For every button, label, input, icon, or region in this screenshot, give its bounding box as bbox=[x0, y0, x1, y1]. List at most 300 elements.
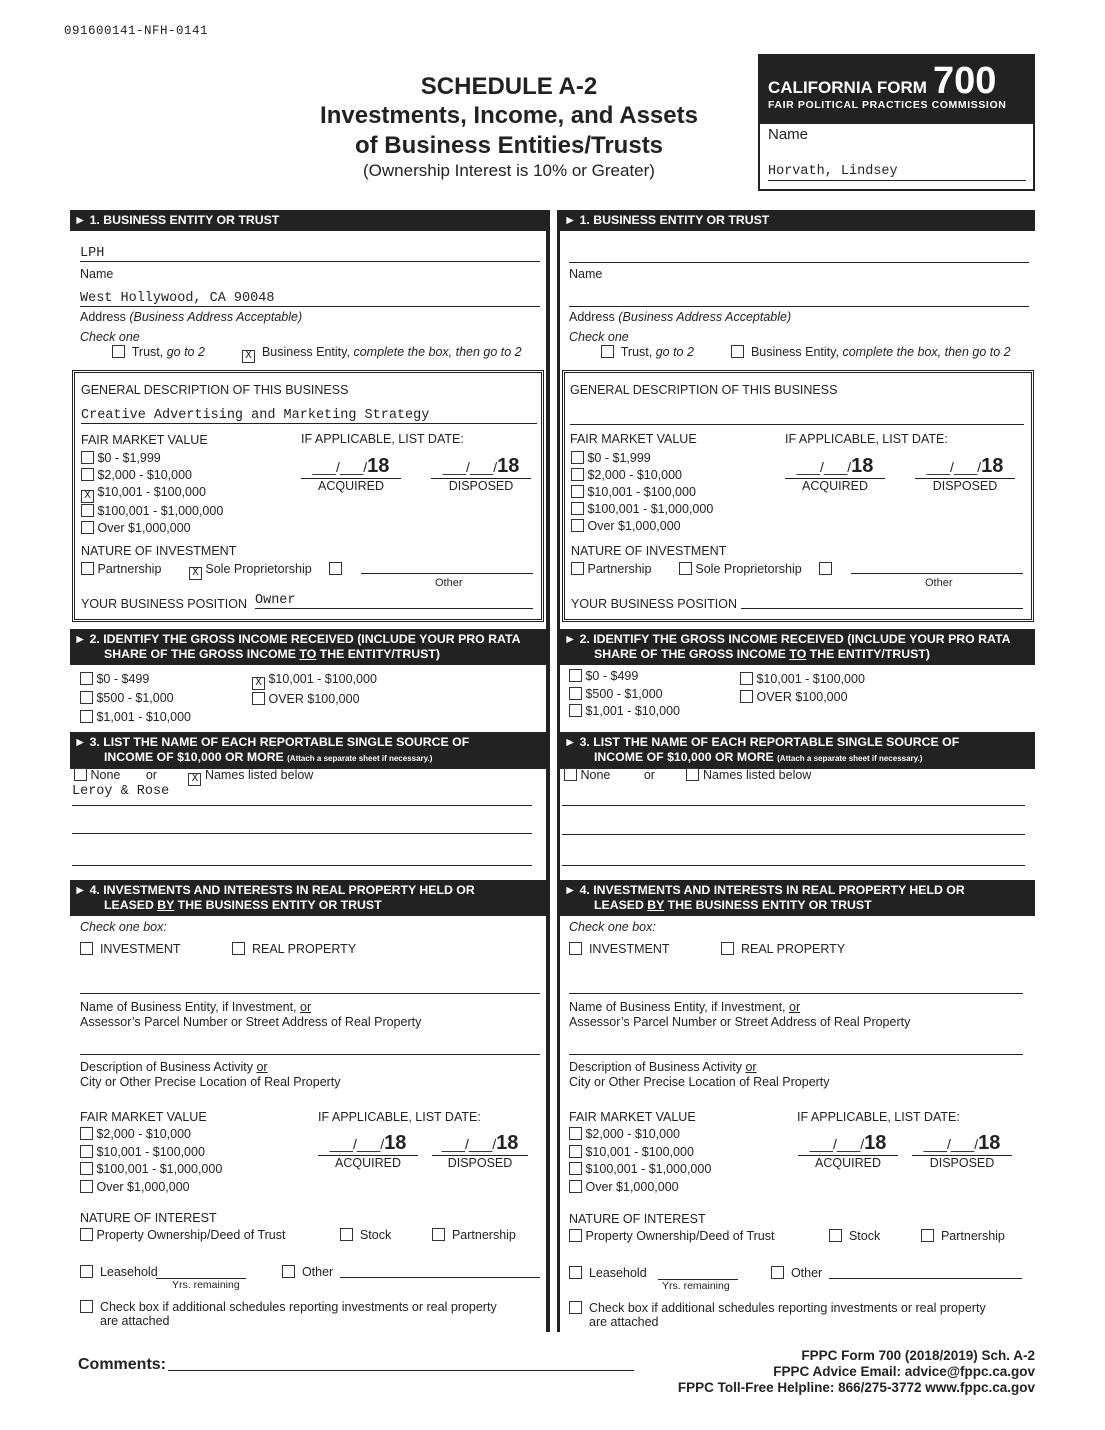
check-one-label: Check one bbox=[569, 330, 629, 344]
fmv4-checkbox[interactable] bbox=[569, 1145, 582, 1158]
fmv-checkbox[interactable]: X bbox=[81, 490, 94, 503]
fmv4-checkbox[interactable] bbox=[80, 1180, 93, 1193]
source-line-1[interactable] bbox=[562, 784, 1025, 806]
fmv-checkbox[interactable] bbox=[571, 519, 584, 532]
stock-label: Stock bbox=[359, 1228, 392, 1242]
income-checkbox[interactable] bbox=[80, 710, 93, 723]
partnership4-label: Partnership bbox=[940, 1229, 1005, 1243]
check-one-box-label: Check one box: bbox=[569, 920, 656, 934]
yrs-remaining-field[interactable] bbox=[658, 1268, 738, 1280]
entity-address-label bbox=[80, 310, 302, 324]
section-4-header-line-2: LEASED BY THE BUSINESS ENTITY OR TRUST bbox=[104, 898, 382, 912]
fmv4-checkbox[interactable] bbox=[80, 1162, 93, 1175]
source-line-3[interactable] bbox=[562, 844, 1025, 866]
comments-field[interactable] bbox=[168, 1370, 634, 1371]
partnership4-checkbox[interactable] bbox=[921, 1229, 934, 1242]
income-options-left bbox=[80, 670, 191, 727]
fmv-label: FAIR MARKET VALUE bbox=[81, 433, 208, 447]
disposed4-date[interactable]: ___/___/18 DISPOSED bbox=[912, 1132, 1012, 1170]
partnership4-option bbox=[432, 1228, 516, 1242]
fmv-option-label: $2,000 - $10,000 bbox=[97, 468, 193, 482]
business-entity-option bbox=[242, 345, 522, 363]
source-line-1[interactable]: Leroy & Rose bbox=[72, 784, 532, 806]
additional-schedules-label-2: are attached bbox=[100, 1314, 170, 1328]
income-option bbox=[569, 686, 680, 704]
fmv4-checkbox[interactable] bbox=[569, 1162, 582, 1175]
none-label: None bbox=[90, 768, 121, 782]
fmv4-checkbox[interactable] bbox=[569, 1127, 582, 1140]
business-description-box bbox=[72, 370, 544, 622]
additional-schedules-option bbox=[80, 1300, 497, 1328]
real-property-label: REAL PROPERTY bbox=[251, 942, 357, 956]
sole-proprietorship-label: Sole Proprietorship bbox=[695, 562, 802, 576]
nature-of-interest-label: NATURE OF INTEREST bbox=[569, 1212, 706, 1226]
income-option bbox=[80, 670, 191, 689]
income-option-label: OVER $100,000 bbox=[268, 692, 360, 706]
disposed4-date[interactable]: ___/___/18 DISPOSED bbox=[432, 1132, 528, 1170]
business-entity-label: Business Entity, bbox=[750, 345, 839, 359]
acquired4-year: 18 bbox=[384, 1132, 407, 1154]
activity-or-location-label: Description of Business Activity or City or Other Precise Location of Real Property bbox=[569, 1060, 830, 1089]
section-1-header: ► 1. BUSINESS ENTITY OR TRUST bbox=[560, 210, 1035, 231]
income-option bbox=[740, 688, 865, 706]
fmv4-option bbox=[80, 1161, 222, 1179]
investment-label: INVESTMENT bbox=[99, 942, 181, 956]
partnership4-label: Partnership bbox=[451, 1228, 516, 1242]
income-option-label: $0 - $499 bbox=[96, 672, 150, 686]
business-description-box bbox=[562, 370, 1034, 622]
other4-label: Other bbox=[301, 1265, 334, 1279]
real-property-label: REAL PROPERTY bbox=[740, 942, 846, 956]
filer-name-label: Name bbox=[768, 126, 809, 143]
activity-or-location-field[interactable] bbox=[569, 1033, 1023, 1055]
leasehold-checkbox[interactable] bbox=[569, 1266, 582, 1279]
section-2-header-line-2: SHARE OF THE GROSS INCOME TO THE ENTITY/TRUST) bbox=[104, 647, 440, 661]
leasehold-option bbox=[80, 1265, 158, 1279]
fmv-options bbox=[81, 450, 223, 537]
other4-label: Other bbox=[790, 1266, 823, 1280]
business-entity-checkbox[interactable]: X bbox=[242, 350, 255, 363]
disposed-year: 18 bbox=[497, 455, 520, 477]
footer-form-ref: FPPC Form 700 (2018/2019) Sch. A-2 bbox=[801, 1348, 1035, 1363]
trust-checkbox[interactable] bbox=[601, 345, 614, 358]
fmv-option bbox=[571, 518, 713, 535]
entity-address-label bbox=[569, 310, 791, 324]
fmv-option bbox=[571, 467, 713, 484]
entity-or-parcel-label: Name of Business Entity, if Investment, or Assessor’s Parcel Number or Street Address of Real Property bbox=[80, 1000, 422, 1029]
activity-or-location-label: Description of Business Activity or City or Other Precise Location of Real Property bbox=[80, 1060, 341, 1089]
other-field[interactable] bbox=[851, 573, 1023, 574]
partnership-checkbox[interactable] bbox=[81, 562, 94, 575]
business-entity-note: complete the box, then go to 2 bbox=[353, 345, 522, 359]
income-option bbox=[80, 689, 191, 708]
partnership-label: Partnership bbox=[97, 562, 162, 576]
entity-or-parcel-field[interactable] bbox=[569, 972, 1023, 994]
fmv-options bbox=[571, 450, 713, 535]
leasehold-label: Leasehold bbox=[99, 1265, 158, 1279]
fmv-option bbox=[81, 520, 223, 537]
or-label: or bbox=[643, 768, 655, 782]
fmv-option bbox=[571, 501, 713, 518]
section-3-header bbox=[70, 732, 550, 769]
income-checkbox[interactable] bbox=[569, 704, 582, 717]
list-date4-label: IF APPLICABLE, LIST DATE: bbox=[797, 1110, 960, 1124]
yrs-remaining-field[interactable] bbox=[156, 1267, 246, 1279]
stock-option bbox=[829, 1229, 880, 1243]
income-option-label: $500 - $1,000 bbox=[96, 691, 174, 705]
address-label: Address bbox=[80, 310, 126, 324]
or-label: or bbox=[145, 768, 157, 782]
leasehold-checkbox[interactable] bbox=[80, 1265, 93, 1278]
entity-or-parcel-label: Name of Business Entity, if Investment, or Assessor’s Parcel Number or Street Address of Real Property bbox=[569, 1000, 911, 1029]
fmv-option-label: Over $1,000,000 bbox=[587, 519, 681, 533]
names-listed-checkbox[interactable] bbox=[686, 768, 699, 781]
california-form-label: CALIFORNIA FORM bbox=[768, 78, 927, 97]
fmv-checkbox[interactable] bbox=[81, 504, 94, 517]
fmv4-checkbox[interactable] bbox=[569, 1180, 582, 1193]
list-date4-label: IF APPLICABLE, LIST DATE: bbox=[318, 1110, 481, 1124]
fmv4-option bbox=[569, 1126, 711, 1144]
section-3-header-line-2: INCOME OF $10,000 OR MORE (Attach a separate sheet if necessary.) bbox=[104, 750, 433, 764]
disposed-date[interactable]: ___/___/18 DISPOSED bbox=[915, 455, 1015, 493]
left-column bbox=[70, 210, 550, 1332]
address-note: (Business Address Acceptable) bbox=[618, 310, 792, 324]
none-label: None bbox=[580, 768, 611, 782]
income-option-label: $500 - $1,000 bbox=[585, 686, 663, 701]
trust-label: Trust, bbox=[620, 345, 653, 359]
acquired4-label: ACQUIRED bbox=[815, 1156, 881, 1170]
entity-name-label: Name bbox=[80, 267, 114, 281]
footer-advice-email: FPPC Advice Email: advice@fppc.ca.gov bbox=[773, 1364, 1035, 1379]
fmv4-option-label: $10,001 - $100,000 bbox=[96, 1144, 205, 1159]
source-line-2[interactable] bbox=[72, 812, 532, 834]
sole-proprietorship-checkbox[interactable] bbox=[679, 562, 692, 575]
address-note: (Business Address Acceptable) bbox=[129, 310, 303, 324]
entity-name-label: Name bbox=[569, 267, 603, 281]
fmv4-option-label: Over $1,000,000 bbox=[585, 1179, 679, 1194]
real-property-checkbox[interactable] bbox=[232, 942, 245, 955]
other4-field[interactable] bbox=[340, 1266, 540, 1278]
fmv-checkbox[interactable] bbox=[81, 521, 94, 534]
investment-checkbox[interactable] bbox=[569, 942, 582, 955]
property-ownership-label: Property Ownership/Deed of Trust bbox=[96, 1228, 286, 1242]
other-label: Other bbox=[925, 577, 953, 589]
general-description-label: GENERAL DESCRIPTION OF THIS BUSINESS bbox=[570, 383, 838, 397]
entity-or-parcel-field[interactable] bbox=[80, 972, 540, 994]
acquired-year: 18 bbox=[367, 455, 390, 477]
right-column bbox=[560, 210, 1040, 1332]
section-3-header-line-1: ► 3. LIST THE NAME OF EACH REPORTABLE SINGLE SOURCE OF bbox=[564, 735, 960, 749]
income-option-label: OVER $100,000 bbox=[756, 690, 848, 704]
nature-of-interest-label: NATURE OF INTEREST bbox=[80, 1211, 217, 1225]
disposed4-year: 18 bbox=[496, 1132, 519, 1154]
filer-name-field[interactable]: Horvath, Lindsey bbox=[768, 164, 1026, 181]
fmv4-option-label: Over $1,000,000 bbox=[96, 1179, 190, 1194]
source-line-2[interactable] bbox=[562, 813, 1025, 835]
other4-field[interactable] bbox=[829, 1267, 1022, 1279]
investment-label: INVESTMENT bbox=[588, 942, 670, 956]
disposed-year: 18 bbox=[981, 455, 1004, 477]
title-line-1: SCHEDULE A-2 bbox=[420, 73, 598, 100]
acquired-date[interactable]: ___/___/18 ACQUIRED bbox=[785, 455, 885, 493]
fmv4-options bbox=[569, 1126, 711, 1196]
fmv-option-label: $10,001 - $100,000 bbox=[97, 485, 206, 499]
other4-option bbox=[282, 1265, 333, 1279]
investment-option bbox=[569, 942, 670, 956]
nature-of-investment-label: NATURE OF INVESTMENT bbox=[571, 544, 727, 558]
fmv-checkbox[interactable] bbox=[571, 485, 584, 498]
business-entity-label: Business Entity, bbox=[261, 345, 350, 359]
additional-schedules-label-1: Check box if additional schedules reporting investments or real property bbox=[99, 1300, 497, 1314]
title-line-2: Investments, Income, and Assets bbox=[320, 102, 698, 129]
business-position-field[interactable] bbox=[741, 595, 1023, 609]
section-3-header-line-1: ► 3. LIST THE NAME OF EACH REPORTABLE SINGLE SOURCE OF bbox=[74, 735, 470, 749]
activity-or-location-field[interactable] bbox=[80, 1033, 540, 1055]
section-2-header-line-1: ► 2. IDENTIFY THE GROSS INCOME RECEIVED (INCLUDE YOUR PRO RATA bbox=[564, 632, 1011, 646]
fmv4-option bbox=[569, 1179, 711, 1197]
nature-options bbox=[81, 562, 537, 580]
stock-label: Stock bbox=[848, 1229, 881, 1243]
fmv-option-label: Over $1,000,000 bbox=[97, 521, 191, 535]
section-2-header-line-2: SHARE OF THE GROSS INCOME TO THE ENTITY/TRUST) bbox=[594, 647, 930, 661]
acquired-label: ACQUIRED bbox=[318, 479, 384, 493]
section-1-header: ► 1. BUSINESS ENTITY OR TRUST bbox=[70, 210, 550, 231]
document-id: 091600141-NFH-0141 bbox=[64, 24, 209, 38]
income-options-right bbox=[740, 670, 865, 706]
sole-proprietorship-label: Sole Proprietorship bbox=[205, 562, 312, 576]
disposed4-year: 18 bbox=[978, 1132, 1001, 1154]
entity-address-field[interactable]: West Hollywood, CA 90048 bbox=[80, 291, 540, 307]
real-property-option bbox=[721, 942, 845, 956]
check-one-label: Check one bbox=[80, 330, 140, 344]
additional-schedules-checkbox[interactable] bbox=[569, 1301, 582, 1314]
fmv-option-label: $0 - $1,999 bbox=[97, 451, 161, 465]
fmv-option-label: $0 - $1,999 bbox=[587, 451, 651, 465]
fmv4-option bbox=[80, 1144, 222, 1162]
title-line-3: of Business Entities/Trusts bbox=[354, 132, 664, 159]
names-listed-label: Names listed below bbox=[204, 768, 314, 782]
fmv4-options bbox=[80, 1126, 222, 1196]
sources-choice bbox=[564, 768, 811, 782]
section-3-header bbox=[560, 732, 1035, 769]
income-options-left bbox=[569, 668, 680, 721]
section-3-header-line-2: INCOME OF $10,000 OR MORE (Attach a separate sheet if necessary.) bbox=[594, 750, 923, 764]
fmv4-option-label: $100,001 - $1,000,000 bbox=[96, 1162, 223, 1176]
disposed4-label: DISPOSED bbox=[929, 1156, 995, 1170]
acquired-label: ACQUIRED bbox=[802, 479, 868, 493]
none-checkbox[interactable] bbox=[74, 768, 87, 781]
comments-label: Comments: bbox=[78, 1356, 167, 1373]
section-2-header bbox=[70, 629, 550, 665]
section-4-header-line-1: ► 4. INVESTMENTS AND INTERESTS IN REAL PROPERTY HELD OR bbox=[564, 883, 965, 897]
address-label: Address bbox=[569, 310, 615, 324]
income-checkbox[interactable] bbox=[252, 692, 265, 705]
nature-of-investment-label: NATURE OF INVESTMENT bbox=[81, 544, 237, 558]
income-option bbox=[252, 670, 377, 690]
additional-schedules-label-2: are attached bbox=[589, 1315, 659, 1329]
trust-option bbox=[601, 345, 694, 359]
trust-note: go to 2 bbox=[655, 345, 694, 359]
fmv4-option-label: $2,000 - $10,000 bbox=[96, 1127, 192, 1141]
fmv4-option bbox=[569, 1144, 711, 1162]
fmv4-option bbox=[569, 1161, 711, 1179]
yrs-remaining-label: Yrs. remaining bbox=[172, 1279, 240, 1291]
income-option bbox=[569, 703, 680, 721]
fmv-checkbox[interactable] bbox=[81, 451, 94, 464]
stock-checkbox[interactable] bbox=[829, 1229, 842, 1242]
real-property-checkbox[interactable] bbox=[721, 942, 734, 955]
income-checkbox[interactable] bbox=[569, 669, 582, 682]
other4-checkbox[interactable] bbox=[771, 1266, 784, 1279]
fmv-option-label: $2,000 - $10,000 bbox=[587, 468, 683, 482]
other-checkbox[interactable] bbox=[819, 562, 832, 575]
trust-label: Trust, bbox=[131, 345, 164, 359]
acquired4-date[interactable]: ___/___/18 ACQUIRED bbox=[318, 1132, 418, 1170]
income-option-label: $0 - $499 bbox=[585, 669, 639, 683]
fmv-option-label: $100,001 - $1,000,000 bbox=[587, 502, 714, 516]
other4-checkbox[interactable] bbox=[282, 1265, 295, 1278]
income-checkbox[interactable] bbox=[80, 691, 93, 704]
fmv-option bbox=[81, 467, 223, 484]
fmv4-label: FAIR MARKET VALUE bbox=[80, 1110, 207, 1124]
names-listed-label: Names listed below bbox=[702, 768, 812, 782]
fmv-option bbox=[81, 503, 223, 520]
entity-name-field[interactable] bbox=[569, 246, 1029, 263]
list-date-label: IF APPLICABLE, LIST DATE: bbox=[301, 432, 464, 446]
fmv-checkbox[interactable] bbox=[571, 468, 584, 481]
fmv-option bbox=[81, 450, 223, 467]
names-listed-checkbox[interactable]: X bbox=[188, 773, 201, 786]
fmv4-option-label: $10,001 - $100,000 bbox=[585, 1144, 694, 1159]
title-line-4: (Ownership Interest is 10% or Greater) bbox=[363, 161, 655, 180]
general-description-label: GENERAL DESCRIPTION OF THIS BUSINESS bbox=[81, 383, 349, 397]
acquired4-label: ACQUIRED bbox=[335, 1156, 401, 1170]
income-option bbox=[80, 708, 191, 727]
property-ownership-checkbox[interactable] bbox=[80, 1228, 93, 1241]
entity-name-field[interactable]: LPH bbox=[80, 246, 540, 262]
sole-proprietorship-checkbox[interactable]: X bbox=[189, 567, 202, 580]
form-number: 700 bbox=[932, 60, 997, 102]
fmv-option bbox=[81, 484, 223, 503]
fmv4-checkbox[interactable] bbox=[80, 1145, 93, 1158]
additional-schedules-checkbox[interactable] bbox=[80, 1300, 93, 1313]
none-checkbox[interactable] bbox=[564, 768, 577, 781]
disposed-date[interactable]: ___/___/18 DISPOSED bbox=[431, 455, 531, 493]
additional-schedules-option bbox=[569, 1301, 986, 1329]
fmv-option-label: $100,001 - $1,000,000 bbox=[97, 504, 224, 518]
footer-helpline: FPPC Toll-Free Helpline: 866/275-3772 www.fppc.ca.gov bbox=[677, 1380, 1035, 1395]
property-ownership-option bbox=[80, 1228, 285, 1242]
disposed-label: DISPOSED bbox=[932, 479, 998, 493]
section-4-header-line-1: ► 4. INVESTMENTS AND INTERESTS IN REAL PROPERTY HELD OR bbox=[74, 883, 475, 897]
commission-label: FAIR POLITICAL PRACTICES COMMISSION bbox=[768, 99, 1007, 111]
fmv-label: FAIR MARKET VALUE bbox=[570, 432, 697, 446]
fmv-checkbox[interactable] bbox=[81, 468, 94, 481]
income-option-label: $1,001 - $10,000 bbox=[585, 704, 681, 718]
income-checkbox[interactable]: X bbox=[252, 677, 265, 690]
fmv-checkbox[interactable] bbox=[571, 451, 584, 464]
business-position-label: YOUR BUSINESS POSITION bbox=[81, 597, 248, 611]
other-field[interactable] bbox=[361, 573, 533, 574]
yrs-remaining-label: Yrs. remaining bbox=[662, 1280, 730, 1292]
section-4-header bbox=[70, 880, 550, 916]
income-checkbox[interactable] bbox=[569, 687, 582, 700]
entity-address-field[interactable] bbox=[569, 290, 1029, 307]
income-option-label: $10,001 - $100,000 bbox=[756, 672, 865, 686]
acquired4-year: 18 bbox=[864, 1132, 887, 1154]
fmv4-option bbox=[80, 1126, 222, 1144]
income-option bbox=[252, 690, 377, 709]
income-option-label: $10,001 - $100,000 bbox=[268, 672, 377, 686]
income-checkbox[interactable] bbox=[740, 690, 753, 703]
section-4-header bbox=[560, 880, 1035, 916]
partnership4-checkbox[interactable] bbox=[432, 1228, 445, 1241]
list-date-label: IF APPLICABLE, LIST DATE: bbox=[785, 432, 948, 446]
acquired-date[interactable]: ___/___/18 ACQUIRED bbox=[301, 455, 401, 493]
investment-option bbox=[80, 942, 181, 956]
stock-option bbox=[340, 1228, 391, 1242]
business-position-label: YOUR BUSINESS POSITION bbox=[571, 597, 738, 611]
property-ownership-checkbox[interactable] bbox=[569, 1229, 582, 1242]
fmv-option bbox=[571, 450, 713, 467]
investment-checkbox[interactable] bbox=[80, 942, 93, 955]
business-position-field[interactable]: Owner bbox=[255, 593, 533, 609]
section-2-header-line-1: ► 2. IDENTIFY THE GROSS INCOME RECEIVED (INCLUDE YOUR PRO RATA bbox=[74, 632, 521, 646]
trust-note: go to 2 bbox=[166, 345, 205, 359]
check-one-box-label: Check one box: bbox=[80, 920, 167, 934]
fmv4-checkbox[interactable] bbox=[80, 1127, 93, 1140]
income-checkbox[interactable] bbox=[740, 672, 753, 685]
acquired-year: 18 bbox=[851, 455, 874, 477]
source-line-3[interactable] bbox=[72, 844, 532, 866]
fmv4-option-label: $100,001 - $1,000,000 bbox=[585, 1162, 712, 1176]
income-options-right bbox=[252, 670, 377, 709]
footer-info bbox=[678, 1348, 1035, 1396]
schedule-title bbox=[290, 72, 728, 181]
acquired4-date[interactable]: ___/___/18 ACQUIRED bbox=[798, 1132, 898, 1170]
other-label: Other bbox=[435, 577, 463, 589]
form-box bbox=[758, 54, 1035, 191]
trust-option bbox=[112, 345, 205, 359]
stock-checkbox[interactable] bbox=[340, 1228, 353, 1241]
partnership4-option bbox=[921, 1229, 1005, 1243]
general-description-field[interactable] bbox=[570, 408, 1024, 425]
fmv-option-label: $10,001 - $100,000 bbox=[587, 485, 696, 499]
income-checkbox[interactable] bbox=[80, 672, 93, 685]
leasehold-option bbox=[569, 1266, 647, 1280]
business-entity-option bbox=[731, 345, 1011, 359]
fmv4-option-label: $2,000 - $10,000 bbox=[585, 1127, 681, 1141]
additional-schedules-label-1: Check box if additional schedules reporting investments or real property bbox=[588, 1301, 986, 1315]
real-property-option bbox=[232, 942, 356, 956]
section-2-header bbox=[560, 629, 1035, 665]
property-ownership-label: Property Ownership/Deed of Trust bbox=[585, 1229, 775, 1243]
form-box-header bbox=[760, 56, 1033, 124]
other4-option bbox=[771, 1266, 822, 1280]
trust-checkbox[interactable] bbox=[112, 345, 125, 358]
disposed-label: DISPOSED bbox=[448, 479, 514, 493]
other-checkbox[interactable] bbox=[329, 562, 342, 575]
fmv-checkbox[interactable] bbox=[571, 502, 584, 515]
fmv4-label: FAIR MARKET VALUE bbox=[569, 1110, 696, 1124]
general-description-field[interactable]: Creative Advertising and Marketing Strategy bbox=[81, 408, 537, 424]
business-entity-checkbox[interactable] bbox=[731, 345, 744, 358]
income-option bbox=[740, 670, 865, 688]
section-4-header-line-2: LEASED BY THE BUSINESS ENTITY OR TRUST bbox=[594, 898, 872, 912]
income-option-label: $1,001 - $10,000 bbox=[96, 710, 192, 724]
partnership-checkbox[interactable] bbox=[571, 562, 584, 575]
partnership-label: Partnership bbox=[587, 562, 652, 576]
